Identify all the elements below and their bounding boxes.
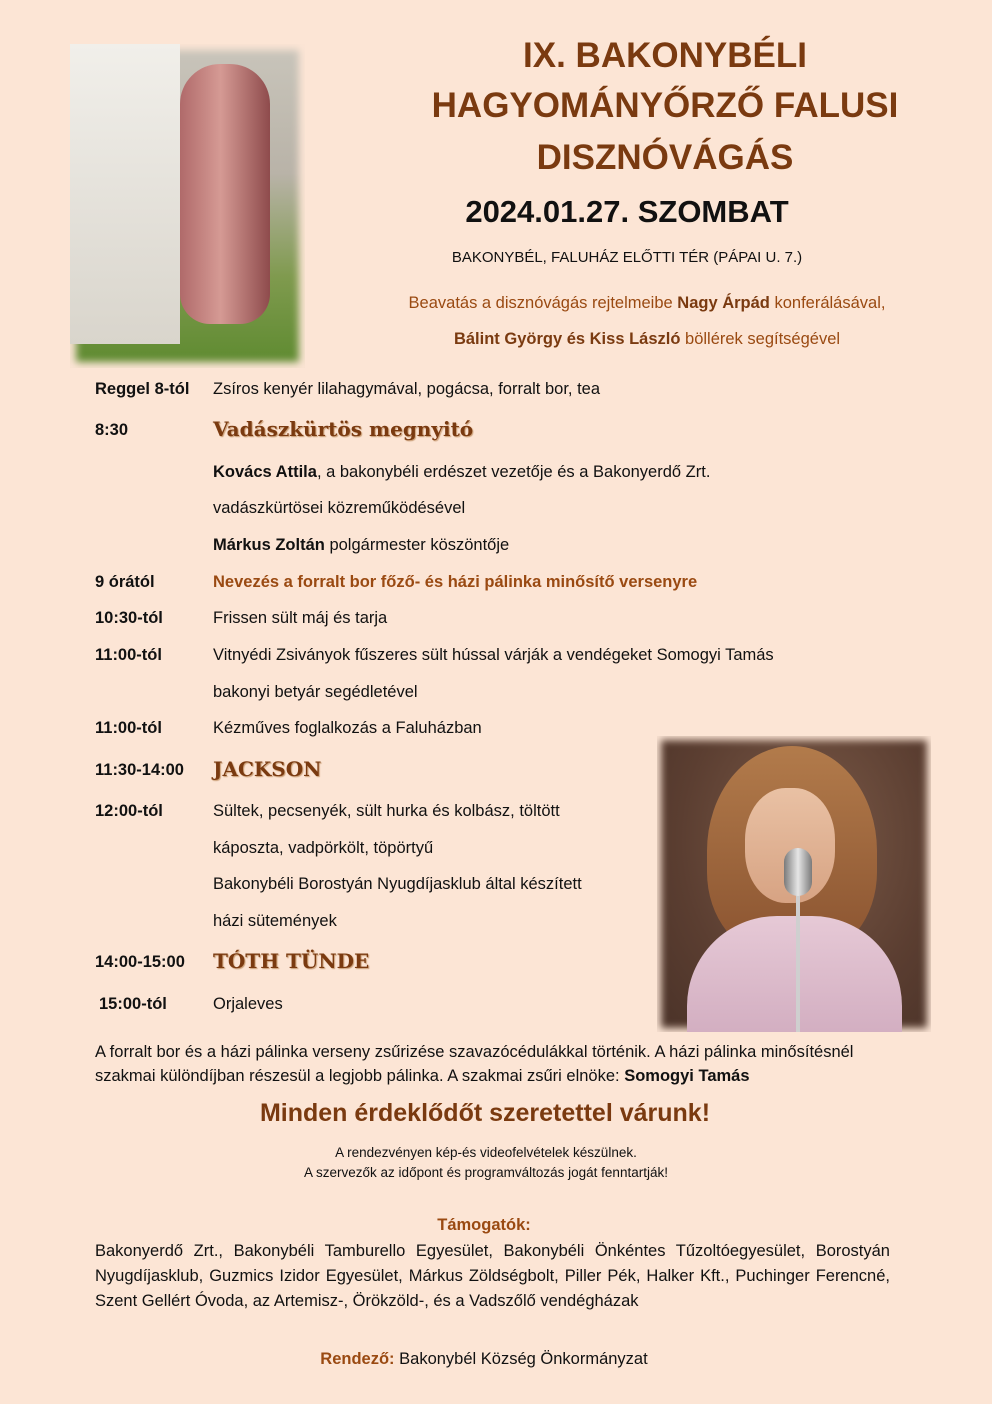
schedule-text: Orjaleves [213, 995, 283, 1013]
schedule-text: Nevezés a forralt bor főző- és házi pálinka minősítő versenyre [213, 573, 698, 591]
schedule-text: Vitnyédi Zsiványok fűszeres sült hússal várják a vendégeket Somogyi Tamás [213, 646, 774, 664]
welcome-message: Minden érdeklődőt szeretettel várunk! [259, 1099, 711, 1127]
schedule-time: 10:30-tól [95, 609, 163, 627]
schedule-text: Márkus Zoltán polgármester köszöntője [213, 536, 510, 554]
schedule-text: bakonyi betyár segédletével [213, 683, 418, 701]
event-date: 2024.01.27. SZOMBAT [465, 194, 789, 229]
schedule-text: Zsíros kenyér lilahagymával, pogácsa, forralt bor, tea [213, 380, 601, 398]
note-changes: A szervezők az időpont és programváltozás jogát fenntartják! [304, 1165, 668, 1180]
schedule-time: 15:00-tól [99, 995, 167, 1013]
schedule-time: 11:30-14:00 [95, 761, 184, 779]
organizer: Rendező: Bakonybél Község Önkormányzat [320, 1350, 648, 1368]
schedule-time: 9 órától [95, 573, 155, 591]
schedule-time: 14:00-15:00 [95, 953, 185, 971]
intro-line-2: Bálint György és Kiss László böllérek segítségével [453, 330, 841, 348]
title-line-3: DISZNÓVÁGÁS [536, 138, 794, 177]
event-venue: BAKONYBÉL, FALUHÁZ ELŐTTI TÉR (PÁPAI U. 7.) [451, 249, 803, 266]
schedule-text: Sültek, pecsenyék, sült hurka és kolbász, töltött [213, 802, 560, 820]
title-line-1: IX. BAKONYBÉLI [523, 36, 807, 75]
note-recording: A rendezvényen kép-és videofelvételek készülnek. [335, 1145, 637, 1160]
schedule-highlight: TÓTH TÜNDE [213, 949, 370, 973]
schedule-time: 12:00-tól [95, 802, 163, 820]
schedule-time: 11:00-tól [95, 719, 162, 737]
schedule-highlight: Vadászkürtös megnyitó [213, 417, 474, 441]
schedule-text: Frissen sült máj és tarja [213, 609, 388, 627]
sponsors-list: Bakonyerdő Zrt., Bakonybéli Tamburello Egyesület, Bakonybéli Önkéntes Tűzoltóegyesület, Borostyán Nyugdíjasklub, Guzmics Izidor Egyesület, Márkus Zöldségbolt, Piller Pék, Halker Kft., Puchinger Ferencné, Szent Gellért Óvoda, az Artemisz-, Örökzöld-, és a Vadszőlő vendégházak [95, 1242, 890, 1310]
schedule-text: Bakonybéli Borostyán Nyugdíjasklub által készített [213, 875, 582, 893]
schedule-text: házi sütemények [213, 912, 337, 930]
schedule-text: Kézműves foglalkozás a Faluházban [213, 719, 482, 737]
schedule-text: káposzta, vadpörkölt, töpörtyű [213, 839, 434, 857]
jury-line-2: szakmai különdíjban részesül a legjobb pálinka. A szakmai zsűri elnöke: Somogyi Tamás [95, 1067, 750, 1085]
schedule-text: vadászkürtösei közreműködésével [213, 499, 466, 517]
schedule-time: Reggel 8-tól [95, 380, 190, 398]
schedule-text: Kovács Attila, a bakonybéli erdészet vezetője és a Bakonyerdő Zrt. [213, 463, 711, 481]
jury-line-1: A forralt bor és a házi pálinka verseny zsűrizése szavazócédulákkal történik. A házi pálinka minősítésnél [95, 1043, 854, 1061]
intro-line-1: Beavatás a disznóvágás rejtelmeibe Nagy Árpád konferálásával, [408, 294, 886, 312]
pig-slaughter-photo [70, 44, 305, 368]
schedule-time: 11:00-tól [95, 646, 162, 664]
title-line-2: HAGYOMÁNYŐRZŐ FALUSI [431, 86, 899, 125]
sponsors-title: Támogatók: [437, 1216, 531, 1234]
schedule-highlight: JACKSON [213, 757, 322, 781]
singer-photo [657, 736, 931, 1032]
schedule-time: 8:30 [95, 421, 129, 439]
